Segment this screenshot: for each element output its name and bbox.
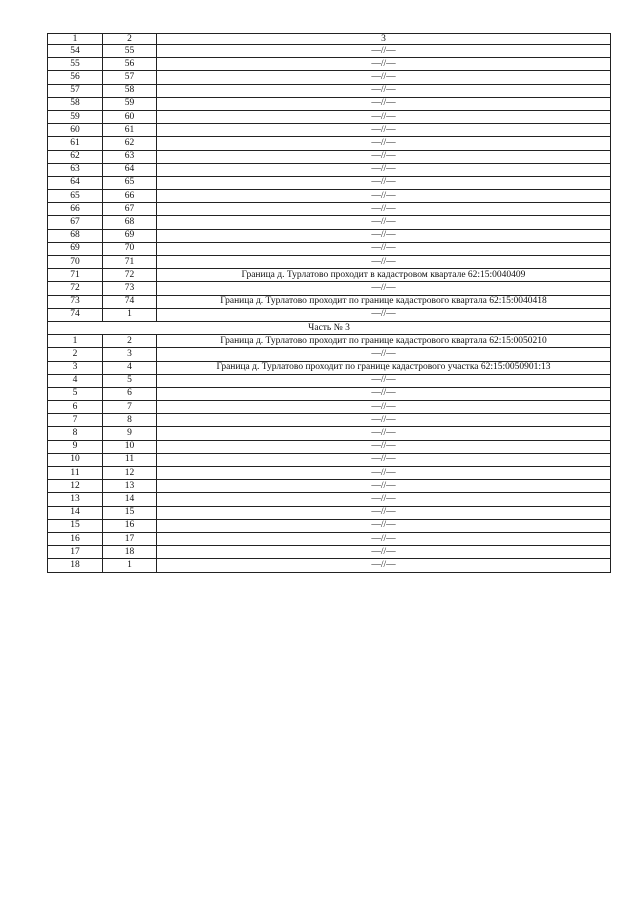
boundary-description-cell: Граница д. Турлатово проходит по границе кадастрового квартала 62:15:0050210 [157,335,611,348]
table-header-row [48,34,611,45]
point-to-cell: 16 [103,519,157,532]
table-row [48,110,611,123]
point-to-cell: 56 [103,58,157,71]
table-row [48,45,611,58]
point-to-cell: 2 [103,335,157,348]
point-to-cell: 58 [103,84,157,97]
table-row [48,453,611,466]
boundary-description-cell: Граница д. Турлатово проходит по границе кадастрового квартала 62:15:0040418 [157,295,611,308]
point-to-cell: 59 [103,97,157,110]
table-row [48,203,611,216]
point-from-cell: 64 [48,176,103,189]
boundary-table [47,33,611,573]
point-to-cell: 11 [103,453,157,466]
point-from-cell: 13 [48,493,103,506]
table-row [48,361,611,374]
point-to-cell: 63 [103,150,157,163]
table-row [48,401,611,414]
table-row [48,348,611,361]
point-to-cell: 10 [103,440,157,453]
table-row [48,97,611,110]
table-row [48,546,611,559]
boundary-description-cell: —//— [157,308,611,321]
point-to-cell: 4 [103,361,157,374]
boundary-description-cell: —//— [157,97,611,110]
point-from-cell: 1 [48,335,103,348]
boundary-description-cell: —//— [157,427,611,440]
point-to-cell: 61 [103,124,157,137]
point-from-cell: 68 [48,229,103,242]
table-row [48,190,611,203]
point-to-cell: 70 [103,242,157,255]
table-row [48,137,611,150]
point-from-cell: 72 [48,282,103,295]
point-to-cell: 64 [103,163,157,176]
boundary-description-cell: —//— [157,242,611,255]
point-from-cell: 71 [48,269,103,282]
boundary-description-cell: —//— [157,163,611,176]
point-to-cell: 5 [103,374,157,387]
section-title-row [48,321,611,334]
point-from-cell: 10 [48,453,103,466]
point-from-cell: 69 [48,242,103,255]
point-from-cell: 6 [48,401,103,414]
point-to-cell: 17 [103,532,157,545]
point-to-cell: 57 [103,71,157,84]
boundary-description-cell: —//— [157,480,611,493]
boundary-table-container [47,33,610,573]
section-title: Часть № 3 [48,321,611,334]
table-row [48,335,611,348]
point-to-cell: 67 [103,203,157,216]
boundary-description-cell: Граница д. Турлатово проходит по границе кадастрового участка 62:15:0050901:13 [157,361,611,374]
table-row [48,124,611,137]
point-from-cell: 5 [48,387,103,400]
point-from-cell: 58 [48,97,103,110]
point-from-cell: 3 [48,361,103,374]
boundary-description-cell: —//— [157,374,611,387]
point-from-cell: 59 [48,110,103,123]
table-row [48,480,611,493]
table-row [48,84,611,97]
point-to-cell: 74 [103,295,157,308]
table-row [48,150,611,163]
boundary-description-cell: —//— [157,45,611,58]
boundary-description-cell: —//— [157,137,611,150]
boundary-description-cell: —//— [157,387,611,400]
point-from-cell: 8 [48,427,103,440]
table-row [48,559,611,572]
point-to-cell: 73 [103,282,157,295]
point-from-cell: 4 [48,374,103,387]
table-row [48,414,611,427]
point-from-cell: 14 [48,506,103,519]
boundary-description-cell: —//— [157,440,611,453]
table-row [48,282,611,295]
point-to-cell: 15 [103,506,157,519]
point-to-cell: 6 [103,387,157,400]
boundary-description-cell: —//— [157,559,611,572]
table-row [48,427,611,440]
point-from-cell: 15 [48,519,103,532]
boundary-description-cell: —//— [157,453,611,466]
point-to-cell: 71 [103,256,157,269]
table-row [48,532,611,545]
boundary-description-cell: —//— [157,203,611,216]
point-from-cell: 56 [48,71,103,84]
boundary-description-cell: —//— [157,467,611,480]
column-number-2: 2 [103,34,157,45]
boundary-description-cell: Граница д. Турлатово проходит в кадастровом квартале 62:15:0040409 [157,269,611,282]
boundary-table-body [48,34,611,573]
point-from-cell: 2 [48,348,103,361]
boundary-description-cell: —//— [157,506,611,519]
point-to-cell: 65 [103,176,157,189]
point-from-cell: 70 [48,256,103,269]
point-from-cell: 9 [48,440,103,453]
table-row [48,506,611,519]
table-row [48,229,611,242]
boundary-description-cell: —//— [157,58,611,71]
table-row [48,493,611,506]
table-row [48,58,611,71]
point-from-cell: 7 [48,414,103,427]
boundary-description-cell: —//— [157,532,611,545]
point-from-cell: 67 [48,216,103,229]
point-to-cell: 1 [103,308,157,321]
point-to-cell: 66 [103,190,157,203]
point-to-cell: 68 [103,216,157,229]
point-from-cell: 18 [48,559,103,572]
boundary-description-cell: —//— [157,519,611,532]
point-from-cell: 12 [48,480,103,493]
boundary-description-cell: —//— [157,256,611,269]
table-row [48,387,611,400]
point-to-cell: 12 [103,467,157,480]
point-from-cell: 16 [48,532,103,545]
table-row [48,269,611,282]
boundary-description-cell: —//— [157,150,611,163]
boundary-description-cell: —//— [157,216,611,229]
boundary-description-cell: —//— [157,84,611,97]
point-from-cell: 73 [48,295,103,308]
point-to-cell: 60 [103,110,157,123]
boundary-description-cell: —//— [157,190,611,203]
boundary-description-cell: —//— [157,401,611,414]
table-row [48,295,611,308]
table-row [48,242,611,255]
point-from-cell: 54 [48,45,103,58]
table-row [48,308,611,321]
point-to-cell: 7 [103,401,157,414]
point-to-cell: 14 [103,493,157,506]
column-number-3: 3 [157,34,611,45]
boundary-description-cell: —//— [157,71,611,84]
boundary-description-cell: —//— [157,493,611,506]
point-from-cell: 60 [48,124,103,137]
point-to-cell: 69 [103,229,157,242]
point-from-cell: 11 [48,467,103,480]
table-row [48,440,611,453]
point-to-cell: 8 [103,414,157,427]
boundary-description-cell: —//— [157,348,611,361]
boundary-description-cell: —//— [157,546,611,559]
point-to-cell: 3 [103,348,157,361]
point-from-cell: 63 [48,163,103,176]
table-row [48,519,611,532]
point-to-cell: 9 [103,427,157,440]
point-to-cell: 13 [103,480,157,493]
table-row [48,163,611,176]
point-to-cell: 72 [103,269,157,282]
point-from-cell: 57 [48,84,103,97]
point-to-cell: 18 [103,546,157,559]
point-from-cell: 62 [48,150,103,163]
table-row [48,467,611,480]
point-to-cell: 55 [103,45,157,58]
boundary-description-cell: —//— [157,124,611,137]
point-from-cell: 66 [48,203,103,216]
table-row [48,256,611,269]
column-number-1: 1 [48,34,103,45]
point-from-cell: 65 [48,190,103,203]
point-from-cell: 55 [48,58,103,71]
boundary-description-cell: —//— [157,229,611,242]
point-from-cell: 74 [48,308,103,321]
boundary-description-cell: —//— [157,282,611,295]
table-row [48,374,611,387]
table-row [48,71,611,84]
point-to-cell: 62 [103,137,157,150]
boundary-description-cell: —//— [157,110,611,123]
table-row [48,176,611,189]
table-row [48,216,611,229]
boundary-description-cell: —//— [157,414,611,427]
point-from-cell: 17 [48,546,103,559]
point-from-cell: 61 [48,137,103,150]
point-to-cell: 1 [103,559,157,572]
boundary-description-cell: —//— [157,176,611,189]
